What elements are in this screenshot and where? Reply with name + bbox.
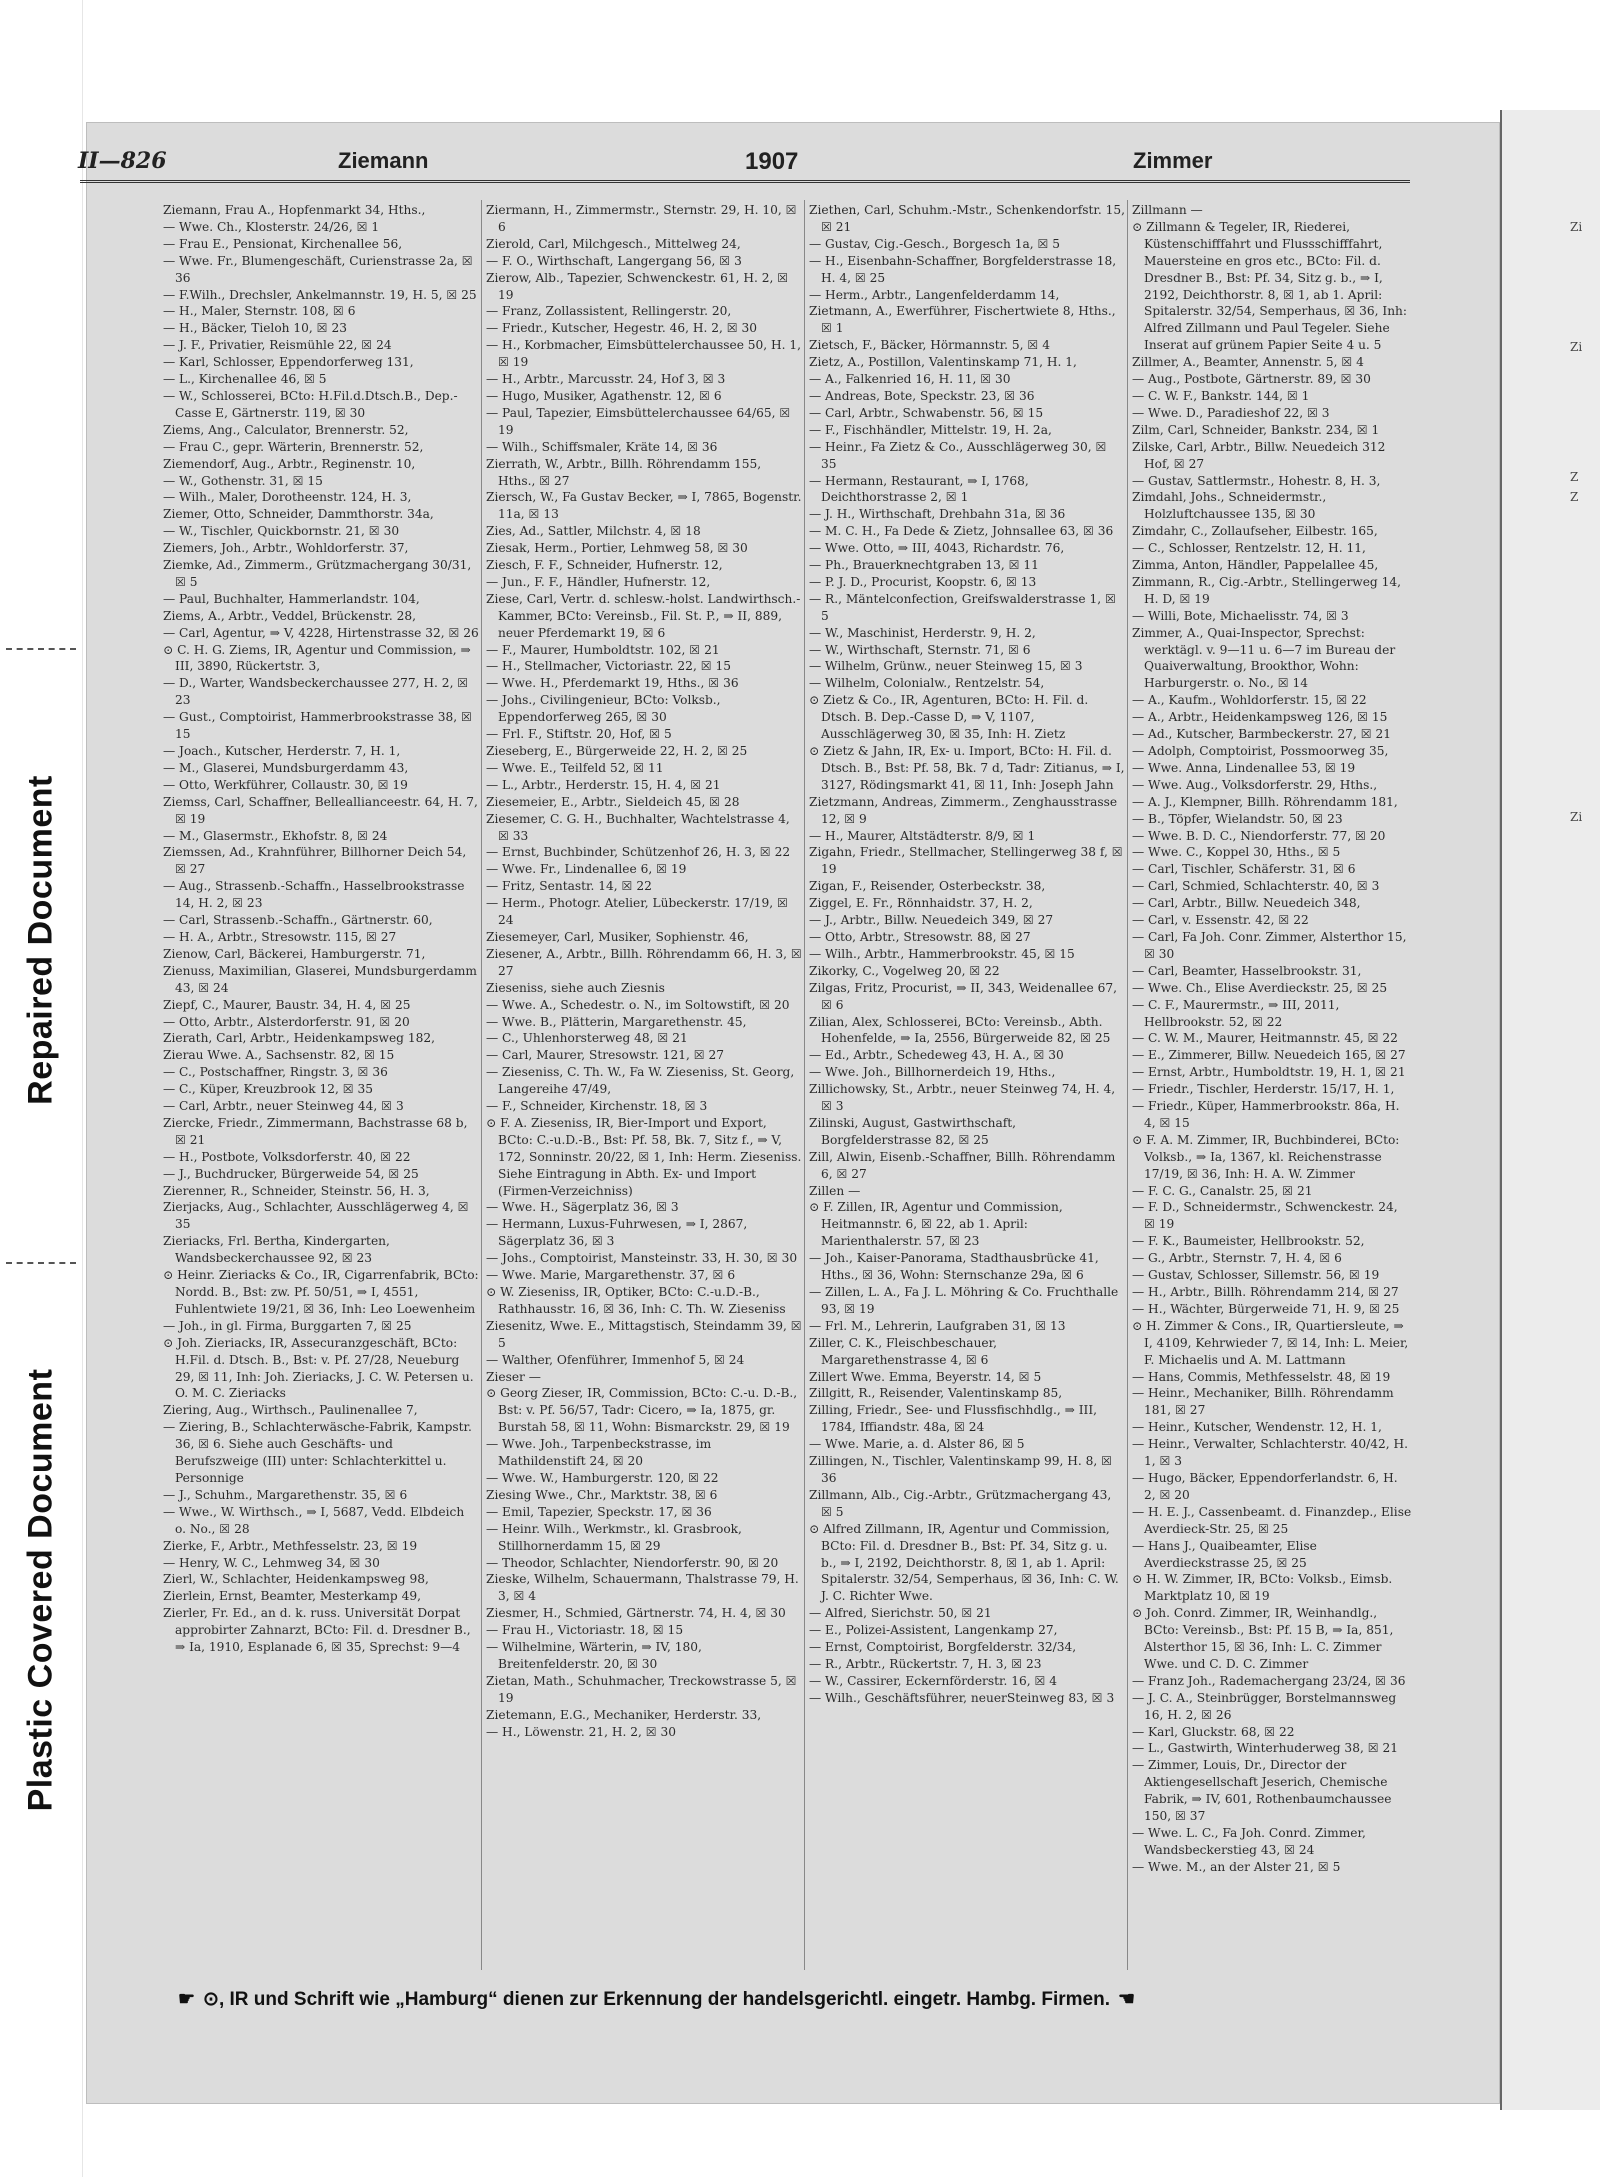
directory-entry: Zierl, W., Schlachter, Heidenkampsweg 98, bbox=[163, 1572, 429, 1587]
directory-entry: — Zillen, L. A., Fa J. L. Möhring & Co. Fruchthalle 93, ☒ 19 bbox=[809, 1285, 1119, 1316]
directory-entry: — W., Wirthschaft, Sternstr. 71, ☒ 6 bbox=[809, 642, 1031, 657]
directory-entry: — L., Kirchenallee 46, ☒ 5 bbox=[163, 372, 327, 387]
directory-entry: — M., Glaserei, Mundsburgerdamm 43, bbox=[163, 760, 409, 775]
directory-entry: — Gustav, Cig.-Gesch., Borgesch 1a, ☒ 5 bbox=[809, 236, 1061, 251]
directory-entry: — C. W. M., Maurer, Heitmannstr. 45, ☒ 22 bbox=[1132, 1031, 1398, 1046]
directory-entry: — C. W. F., Bankstr. 144, ☒ 1 bbox=[1132, 388, 1310, 403]
directory-entry: Ziggel, E. Fr., Rönnhaidstr. 37, H. 2, bbox=[809, 896, 1033, 911]
directory-column-1 bbox=[163, 202, 479, 1972]
directory-entry: — G., Arbtr., Sternstr. 7, H. 4, ☒ 6 bbox=[1132, 1251, 1342, 1266]
directory-entry: Zietz, A., Postillon, Valentinskamp 71, H. 1, bbox=[809, 355, 1077, 370]
directory-entry: — H., Maurer, Altstädterstr. 8/9, ☒ 1 bbox=[809, 828, 1036, 843]
directory-entry: Zierlein, Ernst, Beamter, Mesterkamp 49, bbox=[163, 1589, 421, 1604]
directory-entry: Ziering, Aug., Wirthsch., Paulinenallee 7, bbox=[163, 1403, 418, 1418]
directory-entry: Zienuss, Maximilian, Glaserei, Mundsburgerdamm 43, ☒ 24 bbox=[163, 963, 477, 995]
directory-entry: Ziercke, Friedr., Zimmermann, Bachstrasse 68 b, ☒ 21 bbox=[163, 1115, 468, 1147]
directory-entry: Zikorky, C., Vogelweg 20, ☒ 22 bbox=[809, 963, 1000, 978]
directory-entry: — Herm., Photogr. Atelier, Lübeckerstr. 17/19, ☒ 24 bbox=[486, 896, 788, 928]
column-divider bbox=[481, 200, 482, 1970]
directory-entry: — Walther, Ofenführer, Immenhof 5, ☒ 24 bbox=[486, 1352, 745, 1367]
directory-entry: — Karl, Gluckstr. 68, ☒ 22 bbox=[1132, 1724, 1295, 1739]
directory-entry: — Zimmer, Louis, Dr., Director der Aktiengesellschaft Jeserich, Chemische Fabrik, ⇒ IV, 601, Rothenbaumchaussee 150, ☒ 37 bbox=[1132, 1758, 1392, 1824]
directory-entry: — H., Löwenstr. 21, H. 2, ☒ 30 bbox=[486, 1724, 677, 1739]
directory-entry: Zieriacks, Frl. Bertha, Kindergarten, Wandsbeckerchaussee 92, ☒ 23 bbox=[163, 1234, 390, 1266]
directory-entry: ⊙ Alfred Zillmann, IR, Agentur und Commission, BCto: Fil. d. Dresdner B., Bst: Pf. 34, Sitz g. u. b., ⇒ I, 2192, Deichthorstr. 8, ☒ 1, ab 1. April: Spitalerstr. 32/54, Semperhaus, ☒ 36, Inh: C. W. J. C. Richter Wwe. bbox=[809, 1521, 1119, 1604]
directory-entry: — Wwe. Ch., Elise Averdieckstr. 25, ☒ 25 bbox=[1132, 980, 1388, 995]
directory-entry: Ziemss, Carl, Schaffner, Belleallianceestr. 64, H. 7, ☒ 19 bbox=[163, 794, 478, 826]
directory-entry: — Wwe. H., Sägerplatz 36, ☒ 3 bbox=[486, 1200, 679, 1215]
directory-entry: Zierke, F., Arbtr., Methfesselstr. 23, ☒ 19 bbox=[163, 1538, 418, 1553]
directory-entry: ⊙ Zietz & Co., IR, Agenturen, BCto: H. Fil. d. Dtsch. B. Dep.-Casse D, ⇒ V, 1107, Ausschlägerweg 30, ☒ 35, Inh: H. Zietz bbox=[809, 693, 1089, 742]
directory-entry: — E., Zimmerer, Billw. Neuedeich 165, ☒ 27 bbox=[1132, 1048, 1406, 1063]
directory-entry: Ziese, Carl, Vertr. d. schlesw.-holst. Landwirthsch.-Kammer, BCto: Vereinsb., Fil. St. P., ⇒ II, 889, neuer Pferdemarkt 19, ☒ 6 bbox=[486, 591, 801, 640]
directory-entry: Ziesak, Herm., Portier, Lehmweg 58, ☒ 30 bbox=[486, 541, 748, 556]
directory-entry: ⊙ Joh. Conrd. Zimmer, IR, Weinhandlg., BCto: Vereinsb., Bst: Pf. 15 B, ⇒ Ia, 851, Alsterthor 15, ☒ 36, Inh: L. C. Zimmer Wwe. und C. D. C. Zimmer bbox=[1132, 1606, 1394, 1671]
directory-entry: Ziesing Wwe., Chr., Marktstr. 38, ☒ 6 bbox=[486, 1487, 718, 1502]
directory-entry: Ziemke, Ad., Zimmerm., Grützmachergang 30/31, ☒ 5 bbox=[163, 558, 472, 589]
directory-entry: Zierrath, W., Arbtr., Billh. Röhrendamm 155, Hths., ☒ 27 bbox=[486, 456, 762, 488]
pointing-hand-icon: ☛ bbox=[178, 1989, 196, 2010]
directory-entry: — Hans, Commis, Methfesselstr. 48, ☒ 19 bbox=[1132, 1369, 1391, 1384]
directory-entry: — Karl, Schlosser, Eppendorferweg 131, bbox=[163, 355, 414, 370]
directory-entry: — H., Postbote, Volksdorferstr. 40, ☒ 22 bbox=[163, 1149, 411, 1164]
repaired-document-label: Repaired Document bbox=[21, 775, 60, 1105]
directory-entry: — Andreas, Bote, Speckstr. 23, ☒ 36 bbox=[809, 388, 1035, 403]
directory-entry: — C., Uhlenhorsterweg 48, ☒ 21 bbox=[486, 1031, 688, 1046]
directory-entry: — Heinr., Fa Zietz & Co., Ausschlägerweg 30, ☒ 35 bbox=[809, 439, 1107, 471]
directory-entry: — Hermann, Restaurant, ⇒ I, 1768, Deichthorstrasse 2, ☒ 1 bbox=[809, 473, 1029, 505]
directory-entry: — Heinr., Mechaniker, Billh. Röhrendamm 181, ☒ 27 bbox=[1132, 1386, 1394, 1418]
footer-note bbox=[170, 1988, 1410, 2011]
directory-entry: — Emil, Tapezier, Speckstr. 17, ☒ 36 bbox=[486, 1504, 712, 1519]
directory-entry: — Wwe. Anna, Lindenallee 53, ☒ 19 bbox=[1132, 760, 1356, 775]
directory-entry: — Wwe. Aug., Volksdorferstr. 29, Hths., bbox=[1132, 777, 1378, 792]
directory-entry: Ziemer, Otto, Schneider, Dammthorstr. 34a, bbox=[163, 507, 434, 522]
directory-entry: — Wilh., Maler, Dorotheenstr. 124, H. 3, bbox=[163, 490, 412, 505]
directory-entry: Zimma, Anton, Händler, Pappelallee 45, bbox=[1132, 558, 1379, 573]
directory-entry: — W., Maschinist, Herderstr. 9, H. 2, bbox=[809, 625, 1036, 640]
directory-entry: — Wilhelm, Colonialw., Rentzelstr. 54, bbox=[809, 676, 1045, 691]
directory-entry: — Ph., Brauerknechtgraben 13, ☒ 11 bbox=[809, 558, 1039, 573]
directory-entry: — Wwe. B., Plätterin, Margarethenstr. 45, bbox=[486, 1014, 747, 1029]
directory-entry: — R., Mäntelconfection, Greifswalderstrasse 1, ☒ 5 bbox=[809, 591, 1116, 623]
directory-entry: — W., Schlosserei, BCto: H.Fil.d.Dtsch.B., Dep.-Casse E, Gärtnerstr. 119, ☒ 30 bbox=[163, 388, 458, 420]
directory-entry: — Frau H., Victoriastr. 18, ☒ 15 bbox=[486, 1623, 684, 1638]
directory-entry: — Carl, Arbtr., neuer Steinweg 44, ☒ 3 bbox=[163, 1099, 404, 1114]
directory-entry: Ziemendorf, Aug., Arbtr., Reginenstr. 10, bbox=[163, 456, 416, 471]
directory-entry: Ziethen, Carl, Schuhm.-Mstr., Schenkendorfstr. 15, ☒ 21 bbox=[809, 203, 1125, 234]
directory-entry: ⊙ C. H. G. Ziems, IR, Agentur und Commission, ⇒ III, 3890, Rückertstr. 3, bbox=[163, 642, 471, 674]
directory-entry: — Otto, Arbtr., Alsterdorferstr. 91, ☒ 20 bbox=[163, 1014, 410, 1029]
directory-entry: ⊙ H. W. Zimmer, IR, BCto: Volksb., Eimsb. Marktplatz 10, ☒ 19 bbox=[1132, 1572, 1393, 1604]
directory-entry: — Alfred, Sierichstr. 50, ☒ 21 bbox=[809, 1606, 992, 1621]
next-page-fragment: Zi bbox=[1570, 220, 1583, 234]
directory-entry: — Ad., Kutscher, Barmbeckerstr. 27, ☒ 21 bbox=[1132, 727, 1392, 742]
directory-entry: — J., Buchdrucker, Bürgerweide 54, ☒ 25 bbox=[163, 1166, 419, 1181]
directory-entry: — L., Arbtr., Herderstr. 15, H. 4, ☒ 21 bbox=[486, 777, 721, 792]
directory-entry: Zillen — bbox=[809, 1183, 861, 1198]
directory-entry: — Hermann, Luxus-Fuhrwesen, ⇒ I, 2867, Sägerplatz 36, ☒ 3 bbox=[486, 1217, 748, 1249]
directory-entry: — Carl, v. Essenstr. 42, ☒ 22 bbox=[1132, 913, 1309, 928]
directory-entry: — Joh., Kaiser-Panorama, Stadthausbrücke 41, Hths., ☒ 36, Wohn: Sternschanze 29a, ☒ 6 bbox=[809, 1251, 1099, 1283]
directory-entry: — Herm., Arbtr., Langenfelderdamm 14, bbox=[809, 287, 1060, 302]
directory-entry: — A. J., Klempner, Billh. Röhrendamm 181, bbox=[1132, 794, 1398, 809]
plastic-covered-label: Plastic Covered Document bbox=[21, 1368, 60, 1812]
directory-entry: — F. K., Baumeister, Hellbrookstr. 52, bbox=[1132, 1234, 1365, 1249]
directory-entry: Zietan, Math., Schuhmacher, Treckowstrasse 5, ☒ 19 bbox=[486, 1673, 797, 1705]
directory-entry: — F., Schneider, Kirchenstr. 18, ☒ 3 bbox=[486, 1099, 708, 1114]
directory-entry: Ziesmer, H., Schmied, Gärtnerstr. 74, H. 4, ☒ 30 bbox=[486, 1606, 786, 1621]
directory-entry: Zill, Alwin, Eisenb.-Schaffner, Billh. Röhrendamm 6, ☒ 27 bbox=[809, 1149, 1116, 1181]
directory-entry: Zilm, Carl, Schneider, Bankstr. 234, ☒ 1 bbox=[1132, 422, 1380, 437]
directory-entry: — H., Maler, Sternstr. 108, ☒ 6 bbox=[163, 304, 356, 319]
directory-entry: Ziesener, A., Arbtr., Billh. Röhrendamm 66, H. 3, ☒ 27 bbox=[486, 946, 802, 978]
directory-entry: — L., Gastwirth, Winterhuderweg 38, ☒ 21 bbox=[1132, 1741, 1399, 1756]
directory-entry: — Carl, Beamter, Hasselbrookstr. 31, bbox=[1132, 963, 1362, 978]
directory-entry: — F., Maurer, Humboldtstr. 102, ☒ 21 bbox=[486, 642, 720, 657]
directory-entry: — J., Arbtr., Billw. Neuedeich 349, ☒ 27 bbox=[809, 913, 1054, 928]
directory-entry: — F. D., Schneidermstr., Schwenckestr. 24, ☒ 19 bbox=[1132, 1200, 1398, 1232]
directory-column-3 bbox=[809, 202, 1125, 1972]
directory-entry: ⊙ F. A. M. Zimmer, IR, Buchbinderei, BCto: Volksb., ⇒ Ia, 1367, kl. Reichenstrasse 17/19, ☒ 36, Inh: H. A. W. Zimmer bbox=[1132, 1132, 1400, 1181]
archive-label-strip bbox=[0, 0, 83, 2177]
directory-entry: Zietsch, F., Bäcker, Hörmannstr. 5, ☒ 4 bbox=[809, 338, 1050, 353]
directory-entry: — Wwe. W., Hamburgerstr. 120, ☒ 22 bbox=[486, 1470, 719, 1485]
directory-entry: Zieske, Wilhelm, Schauermann, Thalstrasse 79, H. 3, ☒ 4 bbox=[486, 1572, 799, 1604]
directory-entry: — Friedr., Tischler, Herderstr. 15/17, H. 1, bbox=[1132, 1082, 1395, 1097]
directory-entry: — Zieseniss, C. Th. W., Fa W. Zieseniss, St. Georg, Langereihe 47/49, bbox=[486, 1065, 795, 1097]
directory-entry: — W., Gothenstr. 31, ☒ 15 bbox=[163, 473, 323, 488]
directory-entry: — Otto, Arbtr., Stresowstr. 88, ☒ 27 bbox=[809, 929, 1031, 944]
directory-entry: — J. H., Wirthschaft, Drehbahn 31a, ☒ 36 bbox=[809, 507, 1066, 522]
directory-entry: Ziemers, Joh., Arbtr., Wohldorferstr. 37, bbox=[163, 541, 409, 556]
directory-entry: Ziermann, H., Zimmermstr., Sternstr. 29, H. 10, ☒ 6 bbox=[486, 203, 797, 234]
directory-entry: Zilske, Carl, Arbtr., Billw. Neuedeich 312 Hof, ☒ 27 bbox=[1132, 439, 1386, 471]
directory-entry: ⊙ W. Zieseniss, IR, Optiker, BCto: C.-u.D.-B., Rathhausstr. 16, ☒ 36, Inh: C. Th. W. Zieseniss bbox=[486, 1285, 786, 1316]
directory-entry: — Friedr., Küper, Hammerbrookstr. 86a, H. 4, ☒ 15 bbox=[1132, 1099, 1400, 1130]
directory-entry: — Gustav, Sattlermstr., Hohestr. 8, H. 3, bbox=[1132, 473, 1381, 488]
directory-entry: Ziesch, F. F., Schneider, Hufnerstr. 12, bbox=[486, 558, 723, 573]
directory-entry: — Johs., Civilingenieur, BCto: Volksb., Eppendorferweg 265, ☒ 30 bbox=[486, 693, 721, 725]
directory-entry: — Ziering, B., Schlachterwäsche-Fabrik, Kampstr. 36, ☒ 6. Siehe auch Geschäfts- und Berufszweige (III) unter: Schlachterkittel u. Personnige bbox=[163, 1420, 472, 1485]
directory-entry: — M. C. H., Fa Dede & Zietz, Johnsallee 63, ☒ 36 bbox=[809, 524, 1114, 539]
directory-entry: — Wilhelmine, Wärterin, ⇒ IV, 180, Breitenfelderstr. 20, ☒ 30 bbox=[486, 1640, 702, 1671]
directory-entry: Ziemssen, Ad., Krahnführer, Billhorner Deich 54, ☒ 27 bbox=[163, 845, 467, 877]
directory-entry: — J. F., Privatier, Reismühle 22, ☒ 24 bbox=[163, 338, 392, 353]
directory-entry: — H., Stellmacher, Victoriastr. 22, ☒ 15 bbox=[486, 659, 731, 674]
directory-entry: — F.Wilh., Drechsler, Ankelmannstr. 19, H. 5, ☒ 25 bbox=[163, 287, 477, 302]
directory-entry: — C., Schlosser, Rentzelstr. 12, H. 11, bbox=[1132, 541, 1366, 556]
directory-entry: — B., Töpfer, Wielandstr. 50, ☒ 23 bbox=[1132, 811, 1343, 826]
directory-entry: — Wwe. B. D. C., Niendorferstr. 77, ☒ 20 bbox=[1132, 828, 1386, 843]
directory-entry: — Joh., in gl. Firma, Burggarten 7, ☒ 25 bbox=[163, 1318, 412, 1333]
directory-entry: Ziems, Ang., Calculator, Brennerstr. 52, bbox=[163, 422, 409, 437]
directory-entry: — Wwe. M., an der Alster 21, ☒ 5 bbox=[1132, 1859, 1341, 1874]
directory-entry: — D., Warter, Wandsbeckerchaussee 277, H. 2, ☒ 23 bbox=[163, 676, 469, 708]
directory-entry: — Wwe. Joh., Tarpenbeckstrasse, im Mathildenstift 24, ☒ 20 bbox=[486, 1437, 712, 1469]
directory-entry: — Heinr., Kutscher, Wendenstr. 12, H. 1, bbox=[1132, 1420, 1382, 1435]
directory-entry: — Joach., Kutscher, Herderstr. 7, H. 1, bbox=[163, 744, 401, 758]
directory-entry: Zillmann — bbox=[1132, 203, 1203, 217]
directory-entry: Zieseniss, siehe auch Ziesnis bbox=[486, 980, 665, 995]
directory-entry: — Hugo, Musiker, Agathenstr. 12, ☒ 6 bbox=[486, 388, 722, 403]
directory-entry: — P. J. D., Procurist, Koopstr. 6, ☒ 13 bbox=[809, 574, 1037, 589]
directory-entry: ⊙ F. Zillen, IR, Agentur und Commission, Heitmannstr. 6, ☒ 22, ab 1. April: Marienthalerstr. 57, ☒ 23 bbox=[809, 1200, 1063, 1249]
directory-entry: Zierler, Fr. Ed., an d. k. russ. Universität Dorpat approbirter Zahnarzt, BCto: Fil. d. Dresdner B., ⇒ Ia, 1910, Esplanade 6, ☒ 35, Sprechst: 9—4 bbox=[163, 1606, 471, 1655]
header-last-name: Zimmer bbox=[1133, 148, 1213, 173]
directory-entry: — H., Eisenbahn-Schaffner, Borgfelderstrasse 18, H. 4, ☒ 25 bbox=[809, 253, 1117, 285]
directory-entry: Zigan, F., Reisender, Osterbeckstr. 38, bbox=[809, 879, 1046, 894]
directory-column-2 bbox=[486, 202, 802, 1972]
directory-entry: Zimmer, A., Quai-Inspector, Sprechst: werktägl. v. 9—11 u. 6—7 im Bureau der Quaiverwaltung, Brookthor, Wohn: Harburgerstr. o. No., ☒ 14 bbox=[1132, 625, 1396, 691]
directory-entry: — Heinr. Wilh., Werkmstr., kl. Grasbrook, Stillhornerdamm 15, ☒ 29 bbox=[486, 1521, 742, 1553]
directory-entry: — Ernst, Arbtr., Humboldtstr. 19, H. 1, ☒ 21 bbox=[1132, 1065, 1406, 1080]
directory-entry: Ziersch, W., Fa Gustav Becker, ⇒ I, 7865, Bogenstr. 11a, ☒ 13 bbox=[486, 490, 802, 522]
directory-entry: — Hugo, Bäcker, Eppendorferlandstr. 6, H. 2, ☒ 20 bbox=[1132, 1470, 1398, 1502]
directory-entry: — Wilhelm, Grünw., neuer Steinweg 15, ☒ 3 bbox=[809, 659, 1083, 674]
directory-entry: Zillichowsky, St., Arbtr., neuer Steinweg 74, H. 4, ☒ 3 bbox=[809, 1082, 1116, 1114]
page-header bbox=[78, 148, 1408, 176]
directory-entry: — Ernst, Buchbinder, Schützenhof 26, H. 3, ☒ 22 bbox=[486, 845, 791, 860]
directory-entry: — Wwe. C., Koppel 30, Hths., ☒ 5 bbox=[1132, 845, 1341, 860]
directory-entry: — H., Bäcker, Tieloh 10, ☒ 23 bbox=[163, 321, 347, 336]
directory-entry: ⊙ H. Zimmer & Cons., IR, Quartiersleute, ⇒ I, 4109, Kehrwieder 7, ☒ 14, Inh: L. Meier, F. Michaelis und A. M. Lattmann bbox=[1132, 1318, 1409, 1367]
directory-entry: — Carl, Arbtr., Billw. Neuedeich 348, bbox=[1132, 896, 1361, 911]
directory-entry: — Otto, Werkführer, Collaustr. 30, ☒ 19 bbox=[163, 777, 408, 792]
directory-entry: Ziesemer, C. G. H., Buchhalter, Wachtelstrasse 4, ☒ 33 bbox=[486, 811, 790, 843]
pointing-hand-icon: ☚ bbox=[1117, 1989, 1136, 2010]
directory-entry: Zilinski, August, Gastwirthschaft, Borgfelderstrasse 82, ☒ 25 bbox=[809, 1115, 1017, 1147]
directory-entry: — A., Kaufm., Wohldorferstr. 15, ☒ 22 bbox=[1132, 693, 1367, 708]
directory-entry: Zierath, Carl, Arbtr., Heidenkampsweg 182, bbox=[163, 1031, 435, 1046]
directory-entry: ⊙ Zietz & Jahn, IR, Ex- u. Import, BCto: H. Fil. d. Dtsch. B., Bst: Pf. 58, Bk. 7 d, Tadr: Zitianus, ⇒ I, 3127, Rödingsmarkt 41, ☒ 11, Inh: Joseph Jahn bbox=[809, 744, 1125, 792]
directory-entry: — Aug., Postbote, Gärtnerstr. 89, ☒ 30 bbox=[1132, 372, 1371, 387]
directory-entry: Zilian, Alex, Schlosserei, BCto: Vereinsb., Abth. Hohenfelde, ⇒ Ia, 2556, Bürgerweide 82, ☒ 25 bbox=[809, 1014, 1111, 1046]
directory-entry: — Wwe. Ch., Klosterstr. 24/26, ☒ 1 bbox=[163, 219, 380, 234]
directory-entry: — Heinr., Verwalter, Schlachterstr. 40/42, H. 1, ☒ 3 bbox=[1132, 1437, 1408, 1469]
directory-entry: Zigahn, Friedr., Stellmacher, Stellingerweg 38 f, ☒ 19 bbox=[809, 845, 1123, 877]
directory-entry: — Henry, W. C., Lehmweg 34, ☒ 30 bbox=[163, 1555, 380, 1570]
directory-entry: — Paul, Buchhalter, Hammerlandstr. 104, bbox=[163, 591, 420, 606]
directory-entry: Zierold, Carl, Milchgesch., Mittelweg 24, bbox=[486, 236, 741, 251]
directory-entry: — Wwe. Fr., Lindenallee 6, ☒ 19 bbox=[486, 862, 687, 877]
directory-entry: — W., Tischler, Quickbornstr. 21, ☒ 30 bbox=[163, 524, 400, 539]
directory-entry: — Frl. F., Stiftstr. 20, Hof, ☒ 5 bbox=[486, 727, 672, 742]
directory-entry: Zimdahl, Johs., Schneidermstr., Holzluftchaussee 135, ☒ 30 bbox=[1132, 490, 1327, 522]
header-rule bbox=[80, 180, 1410, 187]
directory-entry: — A., Arbtr., Heidenkampsweg 126, ☒ 15 bbox=[1132, 710, 1388, 725]
directory-entry: — Wilh., Arbtr., Hammerbrookstr. 45, ☒ 15 bbox=[809, 946, 1075, 961]
directory-entry: — H., Arbtr., Marcusstr. 24, Hof 3, ☒ 3 bbox=[486, 372, 726, 387]
directory-entry: — Wwe. E., Teilfeld 52, ☒ 11 bbox=[486, 760, 664, 775]
column-divider bbox=[804, 200, 805, 1970]
directory-entry: — M., Glasermstr., Ekhofstr. 8, ☒ 24 bbox=[163, 828, 388, 843]
directory-entry: — F. O., Wirthschaft, Langergang 56, ☒ 3 bbox=[486, 253, 742, 268]
directory-entry: — Johs., Comptoirist, Mansteinstr. 33, H. 30, ☒ 30 bbox=[486, 1251, 798, 1266]
directory-entry: Zierjacks, Aug., Schlachter, Ausschlägerweg 4, ☒ 35 bbox=[163, 1200, 469, 1232]
directory-entry: Zillmann, Alb., Cig.-Arbtr., Grützmachergang 43, ☒ 5 bbox=[809, 1487, 1112, 1519]
directory-entry: — Wwe. Marie, Margarethenstr. 37, ☒ 6 bbox=[486, 1268, 736, 1283]
directory-entry: — A., Falkenried 16, H. 11, ☒ 30 bbox=[809, 372, 1011, 387]
next-page-fragment: Z bbox=[1570, 470, 1579, 484]
directory-entry: — Carl, Agentur, ⇒ V, 4228, Hirtenstrasse 32, ☒ 26 bbox=[163, 625, 479, 640]
directory-entry: — Theodor, Schlachter, Niendorferstr. 90, ☒ 20 bbox=[486, 1555, 779, 1570]
directory-entry: — Adolph, Comptoirist, Possmoorweg 35, bbox=[1132, 744, 1389, 758]
directory-entry: — Wwe. Otto, ⇒ III, 4043, Richardstr. 76, bbox=[809, 541, 1065, 556]
directory-entry: — Hans J., Quaibeamter, Elise Averdieckstrasse 25, ☒ 25 bbox=[1132, 1538, 1317, 1570]
directory-entry: — R., Arbtr., Rückertstr. 7, H. 3, ☒ 23 bbox=[809, 1656, 1042, 1671]
next-page-fragment: Z bbox=[1570, 490, 1579, 504]
directory-entry: — Frau E., Pensionat, Kirchenallee 56, bbox=[163, 236, 403, 251]
header-year: 1907 bbox=[745, 148, 799, 175]
directory-entry: Zieser — bbox=[486, 1369, 541, 1384]
directory-entry: — H., Wächter, Bürgerweide 71, H. 9, ☒ 25 bbox=[1132, 1301, 1400, 1316]
directory-entry: — Frau C., gepr. Wärterin, Brennerstr. 52, bbox=[163, 439, 424, 454]
directory-entry: Zietmann, A., Ewerführer, Fischertwiete 8, Hths., ☒ 1 bbox=[809, 304, 1116, 336]
directory-entry: Zillingen, N., Tischler, Valentinskamp 99, H. 8, ☒ 36 bbox=[809, 1454, 1113, 1485]
directory-entry: — Frl. M., Lehrerin, Laufgraben 31, ☒ 13 bbox=[809, 1318, 1066, 1333]
directory-entry: — Ed., Arbtr., Schedeweg 43, H. A., ☒ 30 bbox=[809, 1048, 1064, 1063]
directory-entry: Ziesemeier, E., Arbtr., Sieldeich 45, ☒ 28 bbox=[486, 794, 740, 809]
directory-entry: — Franz, Zollassistent, Rellingerstr. 20, bbox=[486, 304, 732, 319]
label-divider-top bbox=[6, 648, 76, 650]
directory-entry: Zierow, Alb., Tapezier, Schwenckestr. 61, H. 2, ☒ 19 bbox=[486, 270, 789, 302]
directory-entry: — Wwe. L. C., Fa Joh. Conrd. Zimmer, Wandsbeckerstieg 43, ☒ 24 bbox=[1132, 1826, 1366, 1857]
directory-entry: — Ernst, Comptoirist, Borgfelderstr. 32/34, bbox=[809, 1640, 1077, 1655]
directory-entry: — Jun., F. F., Händler, Hufnerstr. 12, bbox=[486, 574, 711, 589]
directory-entry: Ziems, A., Arbtr., Veddel, Brückenstr. 28, bbox=[163, 608, 417, 623]
directory-entry: Ziesenitz, Wwe. E., Mittagstisch, Steindamm 39, ☒ 5 bbox=[486, 1318, 802, 1350]
directory-entry: — Wwe. Marie, a. d. Alster 86, ☒ 5 bbox=[809, 1437, 1025, 1452]
directory-entry: — J., Schuhm., Margarethenstr. 35, ☒ 6 bbox=[163, 1487, 408, 1502]
directory-entry: — E., Polizei-Assistent, Langenkamp 27, bbox=[809, 1623, 1058, 1638]
directory-entry: — Carl, Fa Joh. Conr. Zimmer, Alsterthor 15, ☒ 30 bbox=[1132, 929, 1407, 961]
directory-entry: — W., Cassirer, Eckernförderstr. 16, ☒ 4 bbox=[809, 1673, 1058, 1688]
directory-entry: — Carl, Strassenb.-Schaffn., Gärtnerstr. 60, bbox=[163, 913, 433, 928]
directory-entry: Zillert Wwe. Emma, Beyerstr. 14, ☒ 5 bbox=[809, 1369, 1042, 1384]
directory-entry: — H. A., Arbtr., Stresowstr. 115, ☒ 27 bbox=[163, 929, 397, 944]
directory-entry: Zies, Ad., Sattler, Milchstr. 4, ☒ 18 bbox=[486, 524, 701, 539]
directory-entry: — Willi, Bote, Michaelisstr. 74, ☒ 3 bbox=[1132, 608, 1349, 623]
directory-entry: — Carl, Schmied, Schlachterstr. 40, ☒ 3 bbox=[1132, 879, 1380, 894]
directory-entry: — Friedr., Kutscher, Hegestr. 46, H. 2, ☒ 30 bbox=[486, 321, 758, 336]
directory-entry: — H., Korbmacher, Eimsbüttelerchaussee 50, H. 1, ☒ 19 bbox=[486, 338, 802, 370]
directory-entry: — Wwe. Joh., Billhornerdeich 19, Hths., bbox=[809, 1065, 1056, 1080]
directory-entry: Zilling, Friedr., See- und Flussfischhdlg., ⇒ III, 1784, Iffiandstr. 48a, ☒ 24 bbox=[809, 1403, 1098, 1435]
directory-entry: — Carl, Maurer, Stresowstr. 121, ☒ 27 bbox=[486, 1048, 725, 1063]
directory-entry: — Paul, Tapezier, Eimsbüttelerchaussee 64/65, ☒ 19 bbox=[486, 405, 791, 437]
directory-column-4 bbox=[1132, 202, 1412, 1972]
directory-entry: ⊙ Zillmann & Tegeler, IR, Riederei, Küstenschifffahrt und Flussschifffahrt, Mauersteine en gros etc., BCto: Fil. d. Dresdner B., Bst: Pf. 34, Sitz g. b., ⇒ I, 2192, Deichthorstr. 8, ☒ 1, ab 1. April: Spitalerstr. 32/54, Semperhaus, ☒ 36, Inh: Alfred Zillmann und Paul Tegeler. Siehe Inserat auf grünem Papier Seite 4 u. 5 bbox=[1132, 219, 1408, 353]
directory-entry: — Carl, Arbtr., Schwabenstr. 56, ☒ 15 bbox=[809, 405, 1044, 420]
footer-text: ⊙, IR und Schrift wie „Hamburg“ dienen zur Erkennung der handelsgerichtl. eingetr. Hambg. Firmen. bbox=[203, 1989, 1110, 2010]
next-page-fragment: Zi bbox=[1570, 810, 1583, 824]
directory-entry: Ziepf, C., Maurer, Baustr. 34, H. 4, ☒ 25 bbox=[163, 997, 411, 1012]
directory-entry: — Wwe. D., Paradieshof 22, ☒ 3 bbox=[1132, 405, 1330, 420]
directory-entry: Zimdahr, C., Zollaufseher, Eilbestr. 165, bbox=[1132, 524, 1378, 539]
directory-entry: — Wwe., W. Wirthsch., ⇒ I, 5687, Vedd. Elbdeich o. No., ☒ 28 bbox=[163, 1504, 465, 1536]
next-page-edge bbox=[1500, 110, 1600, 2110]
directory-entry: ⊙ Heinr. Zieriacks & Co., IR, Cigarrenfabrik, BCto: Nordd. B., Bst: zw. Pf. 50/51, ⇒ I, 4551, Fuhlentwiete 19/21, ☒ 36, Inh: Leo Loewenheim bbox=[163, 1268, 479, 1316]
directory-entry: — Wilh., Schiffsmaler, Kräte 14, ☒ 36 bbox=[486, 439, 718, 454]
directory-entry: — Carl, Tischler, Schäferstr. 31, ☒ 6 bbox=[1132, 862, 1356, 877]
directory-entry: — C., Küper, Kreuzbrook 12, ☒ 35 bbox=[163, 1082, 374, 1097]
directory-entry: — Franz Joh., Rademachergang 23/24, ☒ 36 bbox=[1132, 1673, 1406, 1688]
directory-entry: Zilgas, Fritz, Procurist, ⇒ II, 343, Weidenallee 67, ☒ 6 bbox=[809, 980, 1117, 1012]
directory-entry: — Wwe. Fr., Blumengeschäft, Curienstrasse 2a, ☒ 36 bbox=[163, 253, 473, 285]
directory-entry: Zienow, Carl, Bäckerei, Hamburgerstr. 71, bbox=[163, 946, 426, 961]
label-divider-bottom bbox=[6, 1262, 76, 1264]
directory-entry: Zillgitt, R., Reisender, Valentinskamp 85, bbox=[809, 1386, 1063, 1401]
directory-entry: Zillmer, A., Beamter, Annenstr. 5, ☒ 4 bbox=[1132, 355, 1364, 370]
directory-entry: Ziller, C. K., Fleischbeschauer, Margarethenstrasse 4, ☒ 6 bbox=[809, 1335, 997, 1367]
directory-entry: Zimmann, R., Cig.-Arbtr., Stellingerweg 14, H. D, ☒ 19 bbox=[1132, 574, 1401, 606]
directory-entry: ⊙ Joh. Zieriacks, IR, Assecuranzgeschäft, BCto: H.Fil. d. Dtsch. B., Bst: v. Pf. 27/28, Neueburg 29, ☒ 11, Inh: Joh. Zieriacks, J. C. W. Petersen u. O. M. C. Zieriacks bbox=[163, 1335, 474, 1401]
header-first-name: Ziemann bbox=[338, 148, 429, 173]
directory-entry: — C., Postschaffner, Ringstr. 3, ☒ 36 bbox=[163, 1065, 388, 1080]
directory-entry: — J. C. A., Steinbrügger, Borstelmannsweg 16, H. 2, ☒ 26 bbox=[1132, 1690, 1397, 1722]
directory-entry: — Gustav, Schlosser, Sillemstr. 56, ☒ 19 bbox=[1132, 1268, 1380, 1283]
directory-entry: Zierau Wwe. A., Sachsenstr. 82, ☒ 15 bbox=[163, 1048, 395, 1063]
directory-entry: Zieseberg, E., Bürgerweide 22, H. 2, ☒ 25 bbox=[486, 744, 748, 758]
directory-entry: — H., Arbtr., Billh. Röhrendamm 214, ☒ 27 bbox=[1132, 1285, 1399, 1299]
directory-entry: — F., Fischhändler, Mittelstr. 19, H. 2a, bbox=[809, 422, 1052, 437]
directory-entry: — Wilh., Geschäftsführer, neuerSteinweg 83, ☒ 3 bbox=[809, 1690, 1115, 1705]
directory-entry: — H. E. J., Cassenbeamt. d. Finanzdep., Elise Averdieck-Str. 25, ☒ 25 bbox=[1132, 1504, 1412, 1536]
directory-entry: — Aug., Strassenb.-Schaffn., Hasselbrookstrasse 14, H. 2, ☒ 23 bbox=[163, 879, 465, 911]
directory-entry: — Wwe. A., Schedestr. o. N., im Soltowstift, ☒ 20 bbox=[486, 997, 790, 1012]
column-divider bbox=[1127, 200, 1128, 1970]
directory-entry: — Fritz, Sentastr. 14, ☒ 22 bbox=[486, 879, 652, 894]
directory-entry: — C. F., Maurermstr., ⇒ III, 2011, Hellbrookstr. 52, ☒ 22 bbox=[1132, 997, 1340, 1029]
page-number: II—826 bbox=[78, 148, 167, 174]
directory-entry: Zietzmann, Andreas, Zimmerm., Zenghausstrasse 12, ☒ 9 bbox=[809, 794, 1118, 826]
directory-entry: ⊙ F. A. Zieseniss, IR, Bier-Import und Export, BCto: C.-u.D.-B., Bst: Pf. 58, Bk. 7, Sitz f., ⇒ V, 172, Sonninstr. 20/22, ☒ 1, Inh: Herm. Zieseniss. Siehe Eintragung in Abth. Ex- und Import (Firmen-Verzeichniss) bbox=[486, 1115, 802, 1198]
directory-entry: Ziemann, Frau A., Hopfenmarkt 34, Hths., bbox=[163, 203, 426, 217]
directory-entry: ⊙ Georg Zieser, IR, Commission, BCto: C.-u. D.-B., Bst: v. Pf. 56/57, Tadr: Cicero, ⇒ Ia, 1875, gr. Burstah 58, ☒ 11, Wohn: Bismarckstr. 29, ☒ 19 bbox=[486, 1386, 798, 1435]
directory-entry: — F. C. G., Canalstr. 25, ☒ 21 bbox=[1132, 1183, 1313, 1198]
directory-entry: Zierenner, R., Schneider, Steinstr. 56, H. 3, bbox=[163, 1183, 430, 1198]
directory-entry: — Gust., Comptoirist, Hammerbrookstrasse 38, ☒ 15 bbox=[163, 710, 472, 742]
directory-entry: Ziesemeyer, Carl, Musiker, Sophienstr. 46, bbox=[486, 929, 749, 944]
directory-entry: — Wwe. H., Pferdemarkt 19, Hths., ☒ 36 bbox=[486, 676, 739, 691]
directory-entry: Zietemann, E.G., Mechaniker, Herderstr. 33, bbox=[486, 1707, 762, 1722]
next-page-fragment: Zi bbox=[1570, 340, 1583, 354]
